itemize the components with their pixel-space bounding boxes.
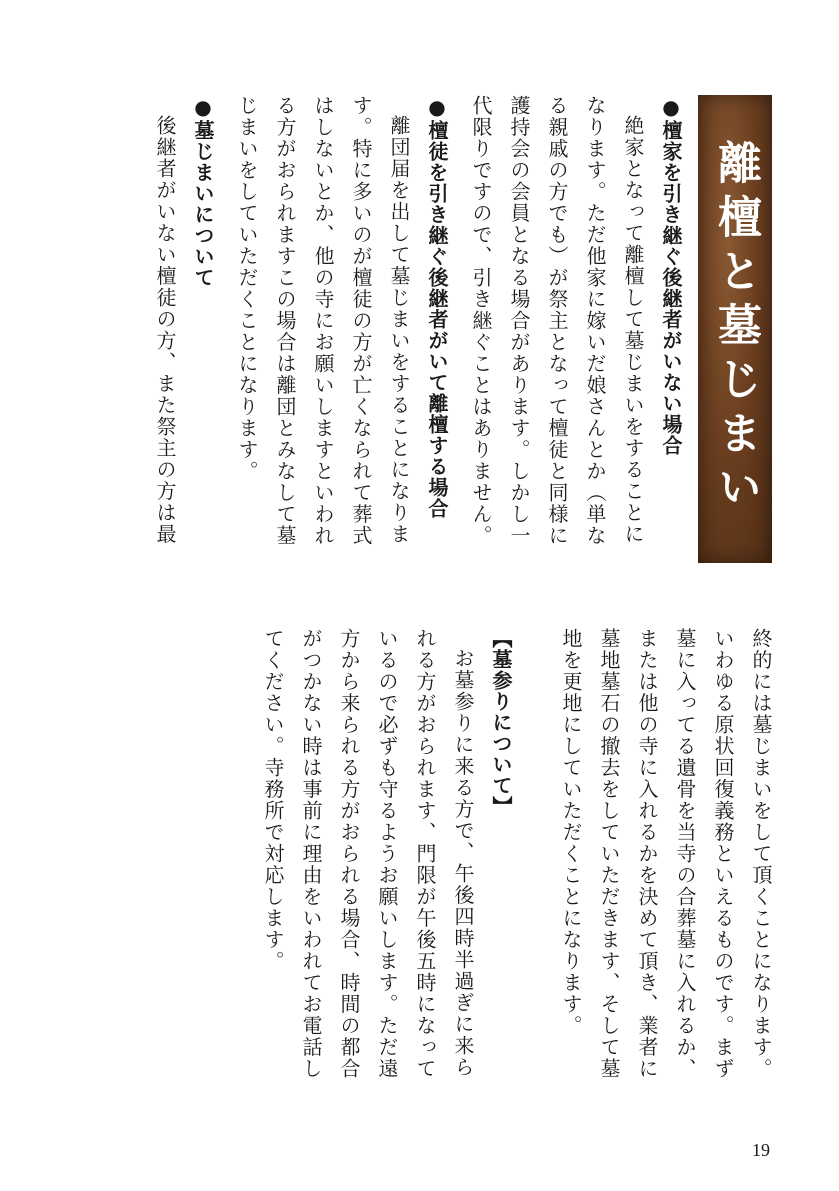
section1-line: 護持会の会員となる場合があります。しかし一: [507, 95, 531, 547]
section-heading-grave-visits: 【墓参りについて】: [489, 628, 513, 817]
section-heading-grave-closure: ●墓じまいについて: [191, 95, 215, 288]
section2-line: る方がおられますこの場合は離団とみなして墓: [273, 95, 297, 547]
section1-line: 絶家となって離檀して墓じまいをすることに: [621, 115, 645, 545]
section2-line: はしないとか、他の寺にお願いしますといわれ: [311, 95, 335, 547]
section3-cont-line: 墓に入ってる遺骨を当寺の合葬墓に入れるか、: [673, 628, 697, 1080]
section3-line: 後継者がいない檀徒の方、また祭主の方は最: [153, 115, 177, 545]
section3-cont-line: 終的には墓じまいをして頂くことになります。: [749, 628, 773, 1080]
section1-line: なります。ただ他家に嫁いだ娘さんとか（単な: [583, 95, 607, 547]
section1-line: 代限りですので、引き継ぐことはありません。: [469, 95, 493, 547]
section4-line: てください。寺務所で対応します。: [261, 628, 285, 972]
section2-line: す。特に多いのが檀徒の方が亡くなられて葬式: [349, 95, 373, 547]
section-heading-no-successor: ●檀家を引き継ぐ後継者がいない場合: [659, 95, 683, 456]
bottom-text-area: [250, 628, 780, 1098]
section4-line: がつかない時は事前に理由をいわれてお電話し: [299, 628, 323, 1080]
section4-line: いるので必ずも守るようお願いします。ただ遠: [375, 628, 399, 1080]
section1-line: る親戚の方でも）が祭主となって檀徒と同様に: [545, 95, 569, 547]
top-text-area: [80, 95, 690, 575]
section2-line: 離団届を出して墓じまいをすることになりま: [387, 115, 411, 545]
section3-cont-line: いわゆる原状回復義務といえるものです。まず: [711, 628, 735, 1080]
title-banner: [698, 95, 772, 563]
page-number: 19: [752, 1140, 770, 1160]
section4-line: れる方がおられます、門限が午後五時になって: [413, 628, 437, 1080]
section2-line: じまいをしていただくことになります。: [235, 95, 259, 482]
section3-cont-line: または他の寺に入れるかを決めて頂き、業者に: [635, 628, 659, 1080]
page-title: 離檀と墓じまい: [710, 140, 761, 518]
section4-line: 方から来られる方がおられる場合、時間の都合: [337, 628, 361, 1080]
section3-cont-line: 地を更地にしていただくことになります。: [559, 628, 583, 1037]
section4-line: お墓参りに来る方で、午後四時半過ぎに来ら: [451, 648, 475, 1078]
section-heading-successor-leaving: ●檀徒を引き継ぐ後継者がいて離檀する場合: [425, 95, 449, 519]
section3-cont-line: 墓地墓石の撤去をしていただきます、そして墓: [597, 628, 621, 1080]
